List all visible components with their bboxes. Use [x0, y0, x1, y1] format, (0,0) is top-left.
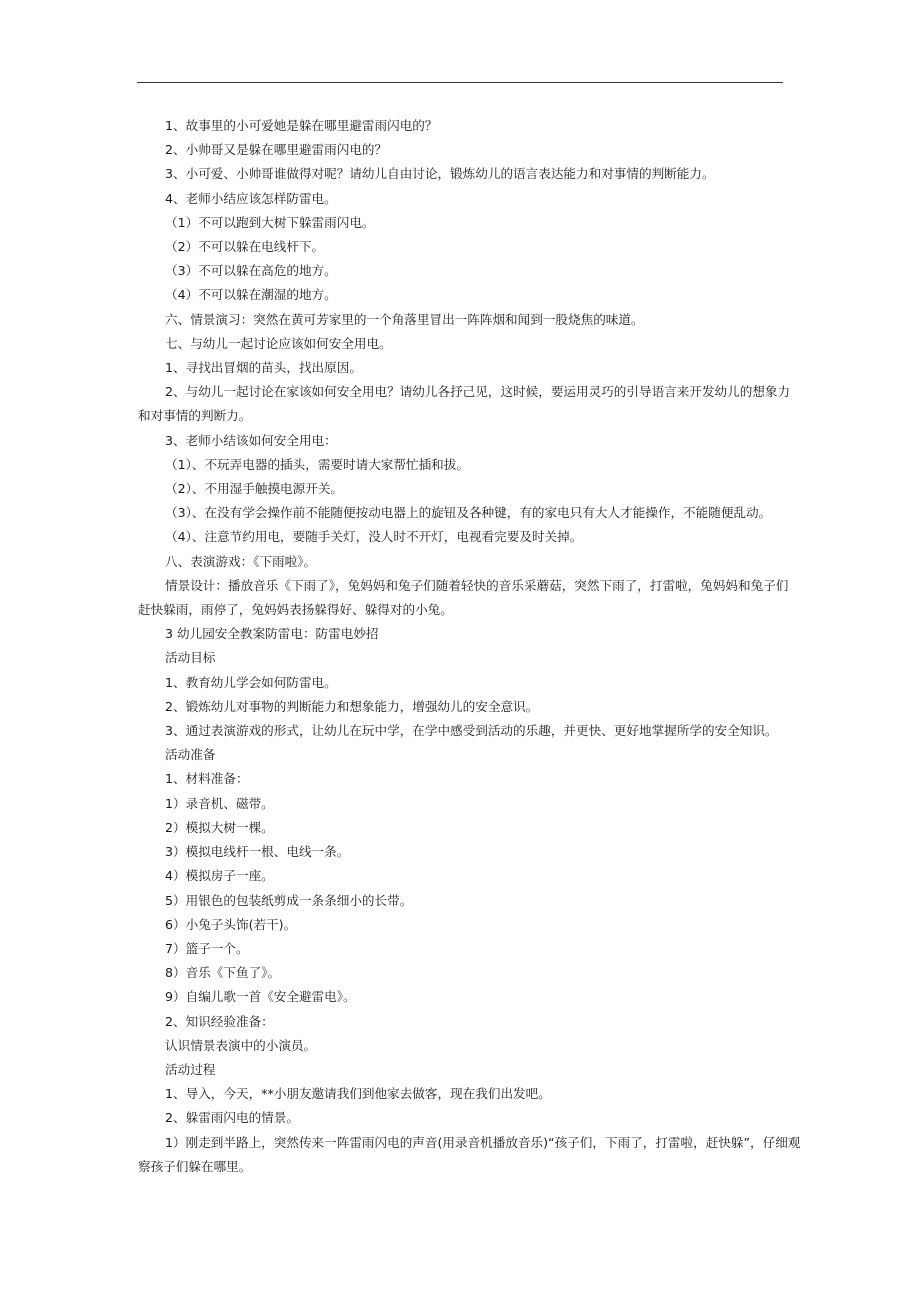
text-line: （3）不可以躲在高危的地方。 — [165, 263, 337, 279]
text-line: （4）不可以躲在潮湿的地方。 — [165, 287, 337, 303]
paragraph-line: 1）刚走到半路上，突然传来一阵雷雨闪电的声音(用录音机播放音乐)“孩子们，下雨了，打雷啦，赶快躲”，仔细观 — [165, 1134, 801, 1150]
document-body — [138, 114, 801, 1179]
header-rule — [137, 82, 783, 83]
paragraph-continuation: 赶快躲雨，雨停了，兔妈妈表扬躲得好、躲得对的小兔。 — [138, 602, 453, 618]
paragraph-line: 情景设计：播放音乐《下雨了》，兔妈妈和兔子们随着轻快的音乐采蘑菇，突然下雨了，打雷啦，兔妈妈和兔子们 — [165, 577, 789, 593]
text-line: 1）录音机、磁带。 — [165, 795, 274, 811]
text-line: （4）、注意节约用电，要随手关灯，没人时不开灯，电视看完要及时关掉。 — [165, 529, 583, 545]
subsection-heading: 活动过程 — [165, 1061, 216, 1077]
paragraph-continuation: 察孩子们躲在哪里。 — [138, 1158, 252, 1174]
text-line: 1、材料准备： — [165, 771, 249, 787]
text-line: 4）模拟房子一座。 — [165, 868, 274, 884]
text-line: 1、寻找出冒烟的苗头，找出原因。 — [165, 360, 362, 376]
section-heading: 3 幼儿园安全教案防雷电：防雷电妙招 — [165, 626, 379, 642]
text-line: 5）用银色的包装纸剪成一条条细小的长带。 — [165, 892, 413, 908]
text-line: 2）模拟大树一棵。 — [165, 819, 274, 835]
text-line: 9）自编儿歌一首《安全避雷电》。 — [165, 989, 356, 1005]
subsection-heading: 活动目标 — [165, 650, 216, 666]
text-line: 1、教育幼儿学会如何防雷电。 — [165, 674, 337, 690]
text-line: 4、老师小结应该怎样防雷电。 — [165, 190, 337, 206]
paragraph-continuation: 和对事情的判断力。 — [138, 408, 252, 424]
text-line: 1、导入，今天，**小朋友邀请我们到他家去做客，现在我们出发吧。 — [165, 1086, 551, 1102]
text-line: （3）、在没有学会操作前不能随便按动电器上的旋钮及各种键，有的家电只有大人才能操作，不能随便乱动。 — [165, 505, 772, 521]
text-line: 7）篮子一个。 — [165, 940, 249, 956]
text-line: 八、表演游戏：《下雨啦》。 — [165, 553, 317, 569]
text-line: （2）、不用湿手触摸电源开关。 — [165, 481, 344, 497]
text-line: 8）音乐《下鱼了》。 — [165, 965, 281, 981]
text-line: 2、躲雷雨闪电的情景。 — [165, 1110, 299, 1126]
text-line: 2、小帅哥又是躲在哪里避雷雨闪电的？ — [165, 142, 388, 158]
text-line: 3、通过表演游戏的形式，让幼儿在玩中学，在学中感受到活动的乐趣，并更快、更好地掌握所学的安全知识。 — [165, 723, 778, 739]
text-line: 认识情景表演中的小演员。 — [165, 1037, 317, 1053]
text-line: 3）模拟电线杆一根、电线一条。 — [165, 844, 350, 860]
text-line: （1）不可以跑到大树下躲雷雨闪电。 — [165, 214, 375, 230]
text-line: 3、小可爱、小帅哥谁做得对呢？请幼儿自由讨论，锻炼幼儿的语言表达能力和对事情的判断能力。 — [165, 166, 715, 182]
paragraph-line: 2、与幼儿一起讨论在家该如何安全用电？请幼儿各抒己见，这时候，要运用灵巧的引导语言来开发幼儿的想象力 — [165, 384, 791, 400]
text-line: （2）不可以躲在电线杆下。 — [165, 239, 325, 255]
text-line: 3、老师小结该如何安全用电： — [165, 432, 337, 448]
text-line: 6）小兔子头饰(若干)。 — [165, 916, 297, 932]
text-line: 七、与幼儿一起讨论应该如何安全用电。 — [165, 335, 392, 351]
text-line: 1、故事里的小可爱她是躲在哪里避雷雨闪电的？ — [165, 118, 438, 133]
subsection-heading: 活动准备 — [165, 747, 216, 763]
text-line: （1）、不玩弄电器的插头，需要时请大家帮忙插和拔。 — [165, 456, 469, 472]
text-line: 2、知识经验准备： — [165, 1013, 274, 1029]
text-line: 2、锻炼幼儿对事物的判断能力和想象能力，增强幼儿的安全意识。 — [165, 698, 539, 714]
text-line: 六、情景演习：突然在黄可芳家里的一个角落里冒出一阵阵烟和闻到一股烧焦的味道。 — [165, 311, 644, 327]
